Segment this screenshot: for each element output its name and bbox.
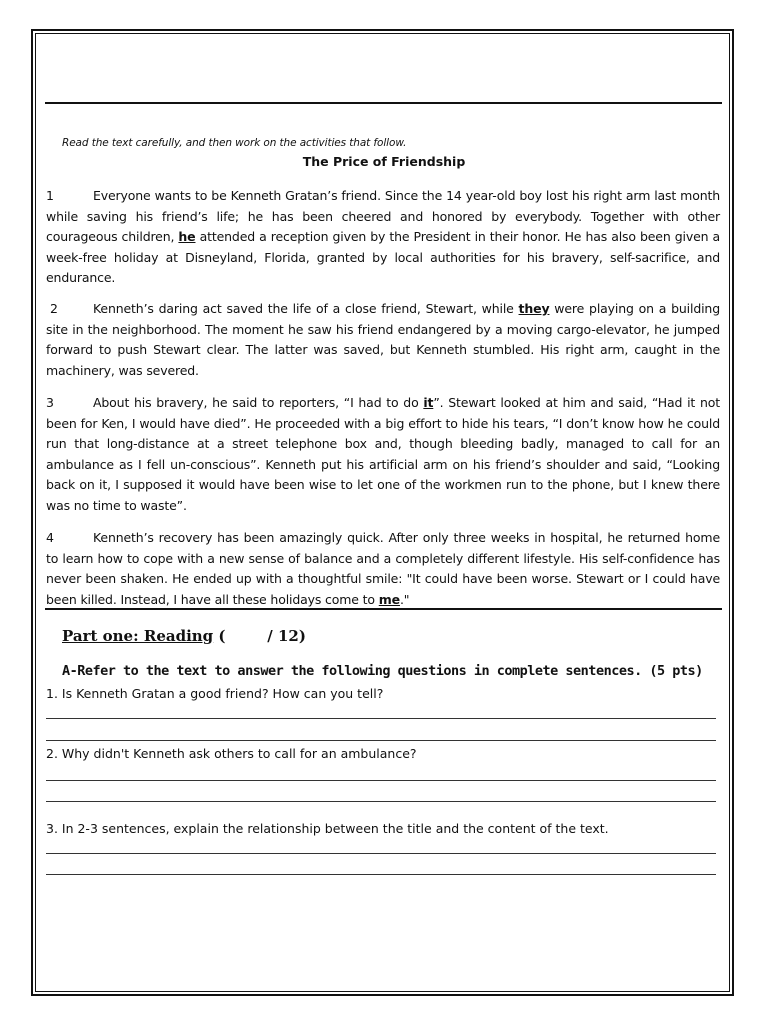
- instruction-text: Read the text carefully, and then work on the activities that follow.: [62, 137, 407, 149]
- question-2: 2. Why didn't Kenneth ask others to call for an ambulance?: [46, 746, 417, 761]
- part-one-heading: [62, 627, 306, 645]
- paragraph-4: [46, 528, 720, 610]
- paragraph-text: ”. Stewart looked at him and said, “Had it not been for Ken, I would have died”. He proceeded with a big effort to hide his tears, “I don’t know how he could run that long-distance at a street telephone box and, though bleeding badly, managed to call for an ambulance as I fell un-conscious”. Kenneth put his artificial arm on his friend’s shoulder and said, “Looking back on it, I supposed it would have been wise to let one of the workmen run to the phone, but I knew there was no time to waste”.: [46, 395, 720, 513]
- paragraph-3: [46, 393, 720, 516]
- answer-line[interactable]: [46, 853, 716, 854]
- paragraph-text: Kenneth’s daring act saved the life of a close friend, Stewart, while: [93, 301, 519, 316]
- score-box: ( / 12): [218, 627, 306, 645]
- text-title: The Price of Friendship: [302, 154, 466, 169]
- part-one-label: Part one: Reading: [62, 627, 214, 645]
- answer-line[interactable]: [46, 874, 716, 875]
- underlined-word: me: [378, 591, 400, 607]
- question-3: 3. In 2-3 sentences, explain the relationship between the title and the content of the text.: [46, 821, 609, 836]
- paragraph-text: were playing on a building site in the neighborhood. The moment he saw his friend endangered by a moving cargo-elevator, he jumped forward to push Stewart clear. The latter was saved, but Kenneth stumbled. His right arm, caught in the machinery, was severed.: [46, 301, 720, 378]
- question-1: 1. Is Kenneth Gratan a good friend? How can you tell?: [46, 686, 384, 701]
- answer-line[interactable]: [46, 801, 716, 802]
- answer-line[interactable]: [46, 740, 716, 741]
- section-a-instruction: A-Refer to the text to answer the following questions in complete sentences. (5 pts): [62, 663, 703, 679]
- paragraph-text: Kenneth’s recovery has been amazingly quick. After only three weeks in hospital, he returned home to learn how to cope with a new sense of balance and a completely different lifestyle. His self-confidence has never been shaken. He ended up with a thoughtful smile: "It could have been worse. Stewart or I could have been killed. Instead, I have all these holidays come to: [46, 530, 720, 607]
- underlined-word: it: [423, 395, 434, 410]
- paragraph-number: 3: [46, 395, 54, 410]
- paragraph-number: 2: [50, 301, 58, 316]
- paragraph-text: Everyone wants to be Kenneth Gratan’s friend. Since the 14 year-old boy lost his right arm last month while saving his friend’s life; he has been cheered and honored by everybody. Together with other courageous children,: [46, 188, 720, 244]
- section-rule: [45, 608, 722, 610]
- paragraph-text: About his bravery, he said to reporters, “I had to do: [93, 395, 424, 410]
- paragraph-text: .": [399, 591, 410, 607]
- underlined-word: he: [178, 229, 196, 244]
- answer-line[interactable]: [46, 780, 716, 781]
- header-rule: [45, 102, 722, 104]
- paragraph-text: attended a reception given by the President in their honor. He has also been given a week-free holiday at Disneyland, Florida, granted by local authorities for his bravery, self-sacrifice, and endurance.: [46, 229, 720, 285]
- paragraph-1: [46, 186, 720, 289]
- underlined-word: they: [518, 301, 550, 316]
- paragraph-2: [46, 299, 720, 381]
- paragraph-number: 4: [46, 530, 54, 545]
- paragraph-number: 1: [46, 188, 54, 203]
- answer-line[interactable]: [46, 718, 716, 719]
